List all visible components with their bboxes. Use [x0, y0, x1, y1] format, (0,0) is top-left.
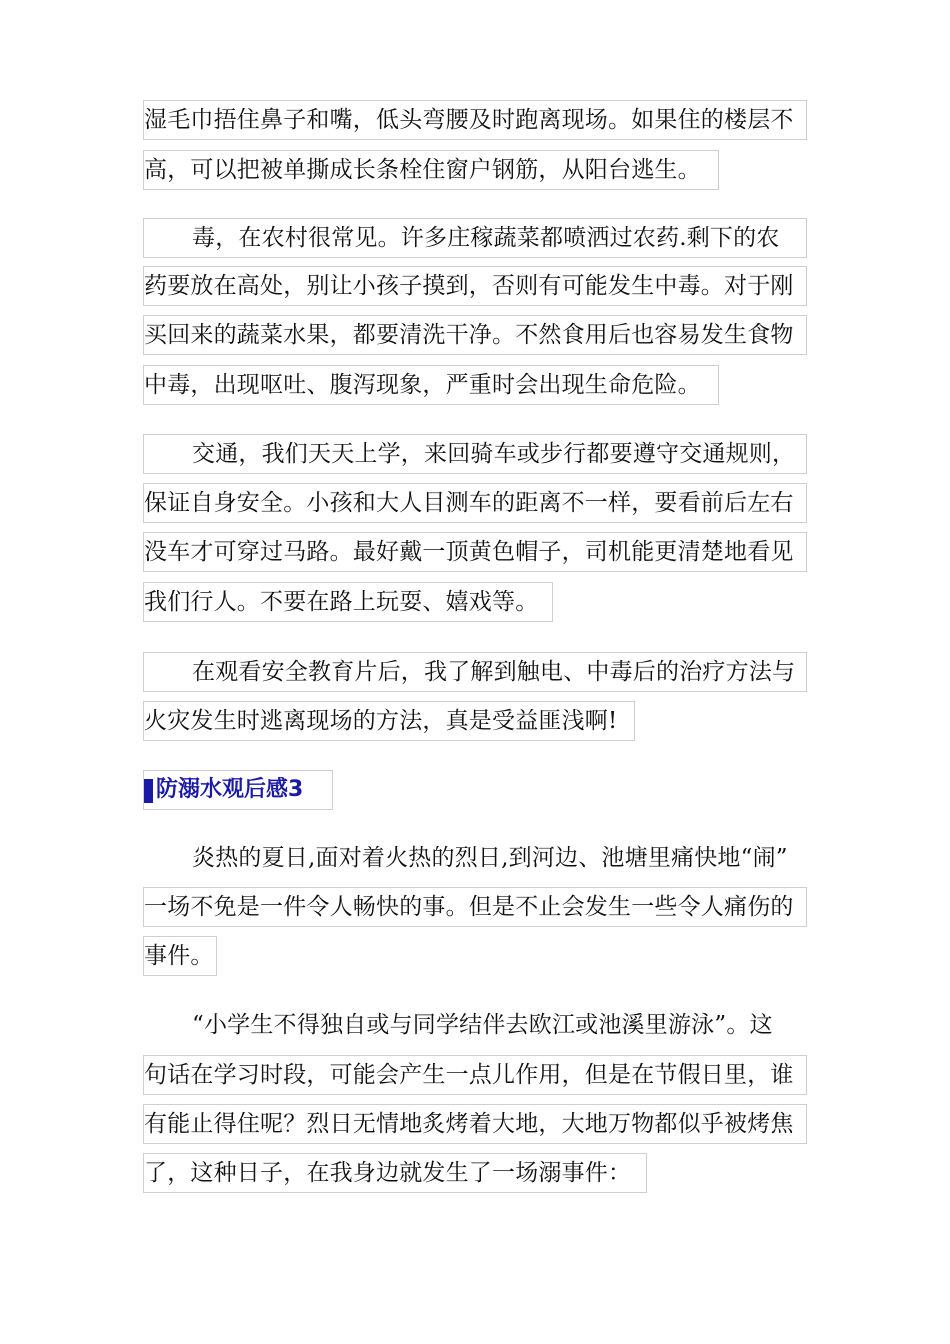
paragraph-4-line-2: 火灾发生时逃离现场的方法，真是受益匪浅啊! [143, 701, 635, 741]
paragraph-3-line-2: 保证自身安全。小孩和大人目测车的距离不一样，要看前后左右 [143, 483, 807, 523]
paragraph-2-line-2: 药要放在高处，别让小孩子摸到，否则有可能发生中毒。对于刚 [143, 266, 807, 306]
paragraph-3-line-3: 没车才可穿过马路。最好戴一顶黄色帽子，司机能更清楚地看见 [143, 532, 807, 572]
paragraph-4-line-1: 在观看安全教育片后，我了解到触电、中毒后的治疗方法与 [143, 652, 807, 692]
paragraph-3-line-4: 我们行人。不要在路上玩耍、嬉戏等。 [143, 582, 553, 622]
paragraph-2-line-1: 毒，在农村很常见。许多庄稼蔬菜都喷洒过农药.剩下的农 [143, 218, 807, 258]
paragraph-6-line-1: “小学生不得独自或与同学结伴去欧江或池溪里游泳”。这 [192, 1012, 773, 1038]
paragraph-2-line-3: 买回来的蔬菜水果，都要清洗干净。不然食用后也容易发生食物 [143, 315, 807, 355]
paragraph-5-line-1: 炎热的夏日,面对着火热的烈日,到河边、池塘里痛快地“闹” [192, 845, 788, 871]
paragraph-3-line-1: 交通，我们天天上学，来回骑车或步行都要遵守交通规则， [143, 434, 807, 474]
paragraph-5-line-2: 一场不免是一件令人畅快的事。但是不止会发生一些令人痛伤的 [143, 887, 807, 927]
paragraph-1-line-2: 高，可以把被单撕成长条栓住窗户钢筋，从阳台逃生。 [143, 150, 719, 190]
paragraph-2-line-4: 中毒，出现呕吐、腹泻现象，严重时会出现生命危险。 [143, 365, 719, 405]
paragraph-6-line-3: 有能止得住呢？烈日无情地炙烤着大地，大地万物都似乎被烤焦 [143, 1104, 807, 1144]
paragraph-6-line-4: 了，这种日子，在我身边就发生了一场溺事件： [143, 1153, 647, 1193]
paragraph-1-line-1: 湿毛巾捂住鼻子和嘴，低头弯腰及时跑离现场。如果住的楼层不 [143, 100, 807, 140]
paragraph-5-line-3: 事件。 [143, 936, 217, 976]
section-heading: 防溺水观后感3 [143, 770, 333, 810]
paragraph-6-line-2: 句话在学习时段，可能会产生一点儿作用，但是在节假日里，谁 [143, 1055, 807, 1095]
